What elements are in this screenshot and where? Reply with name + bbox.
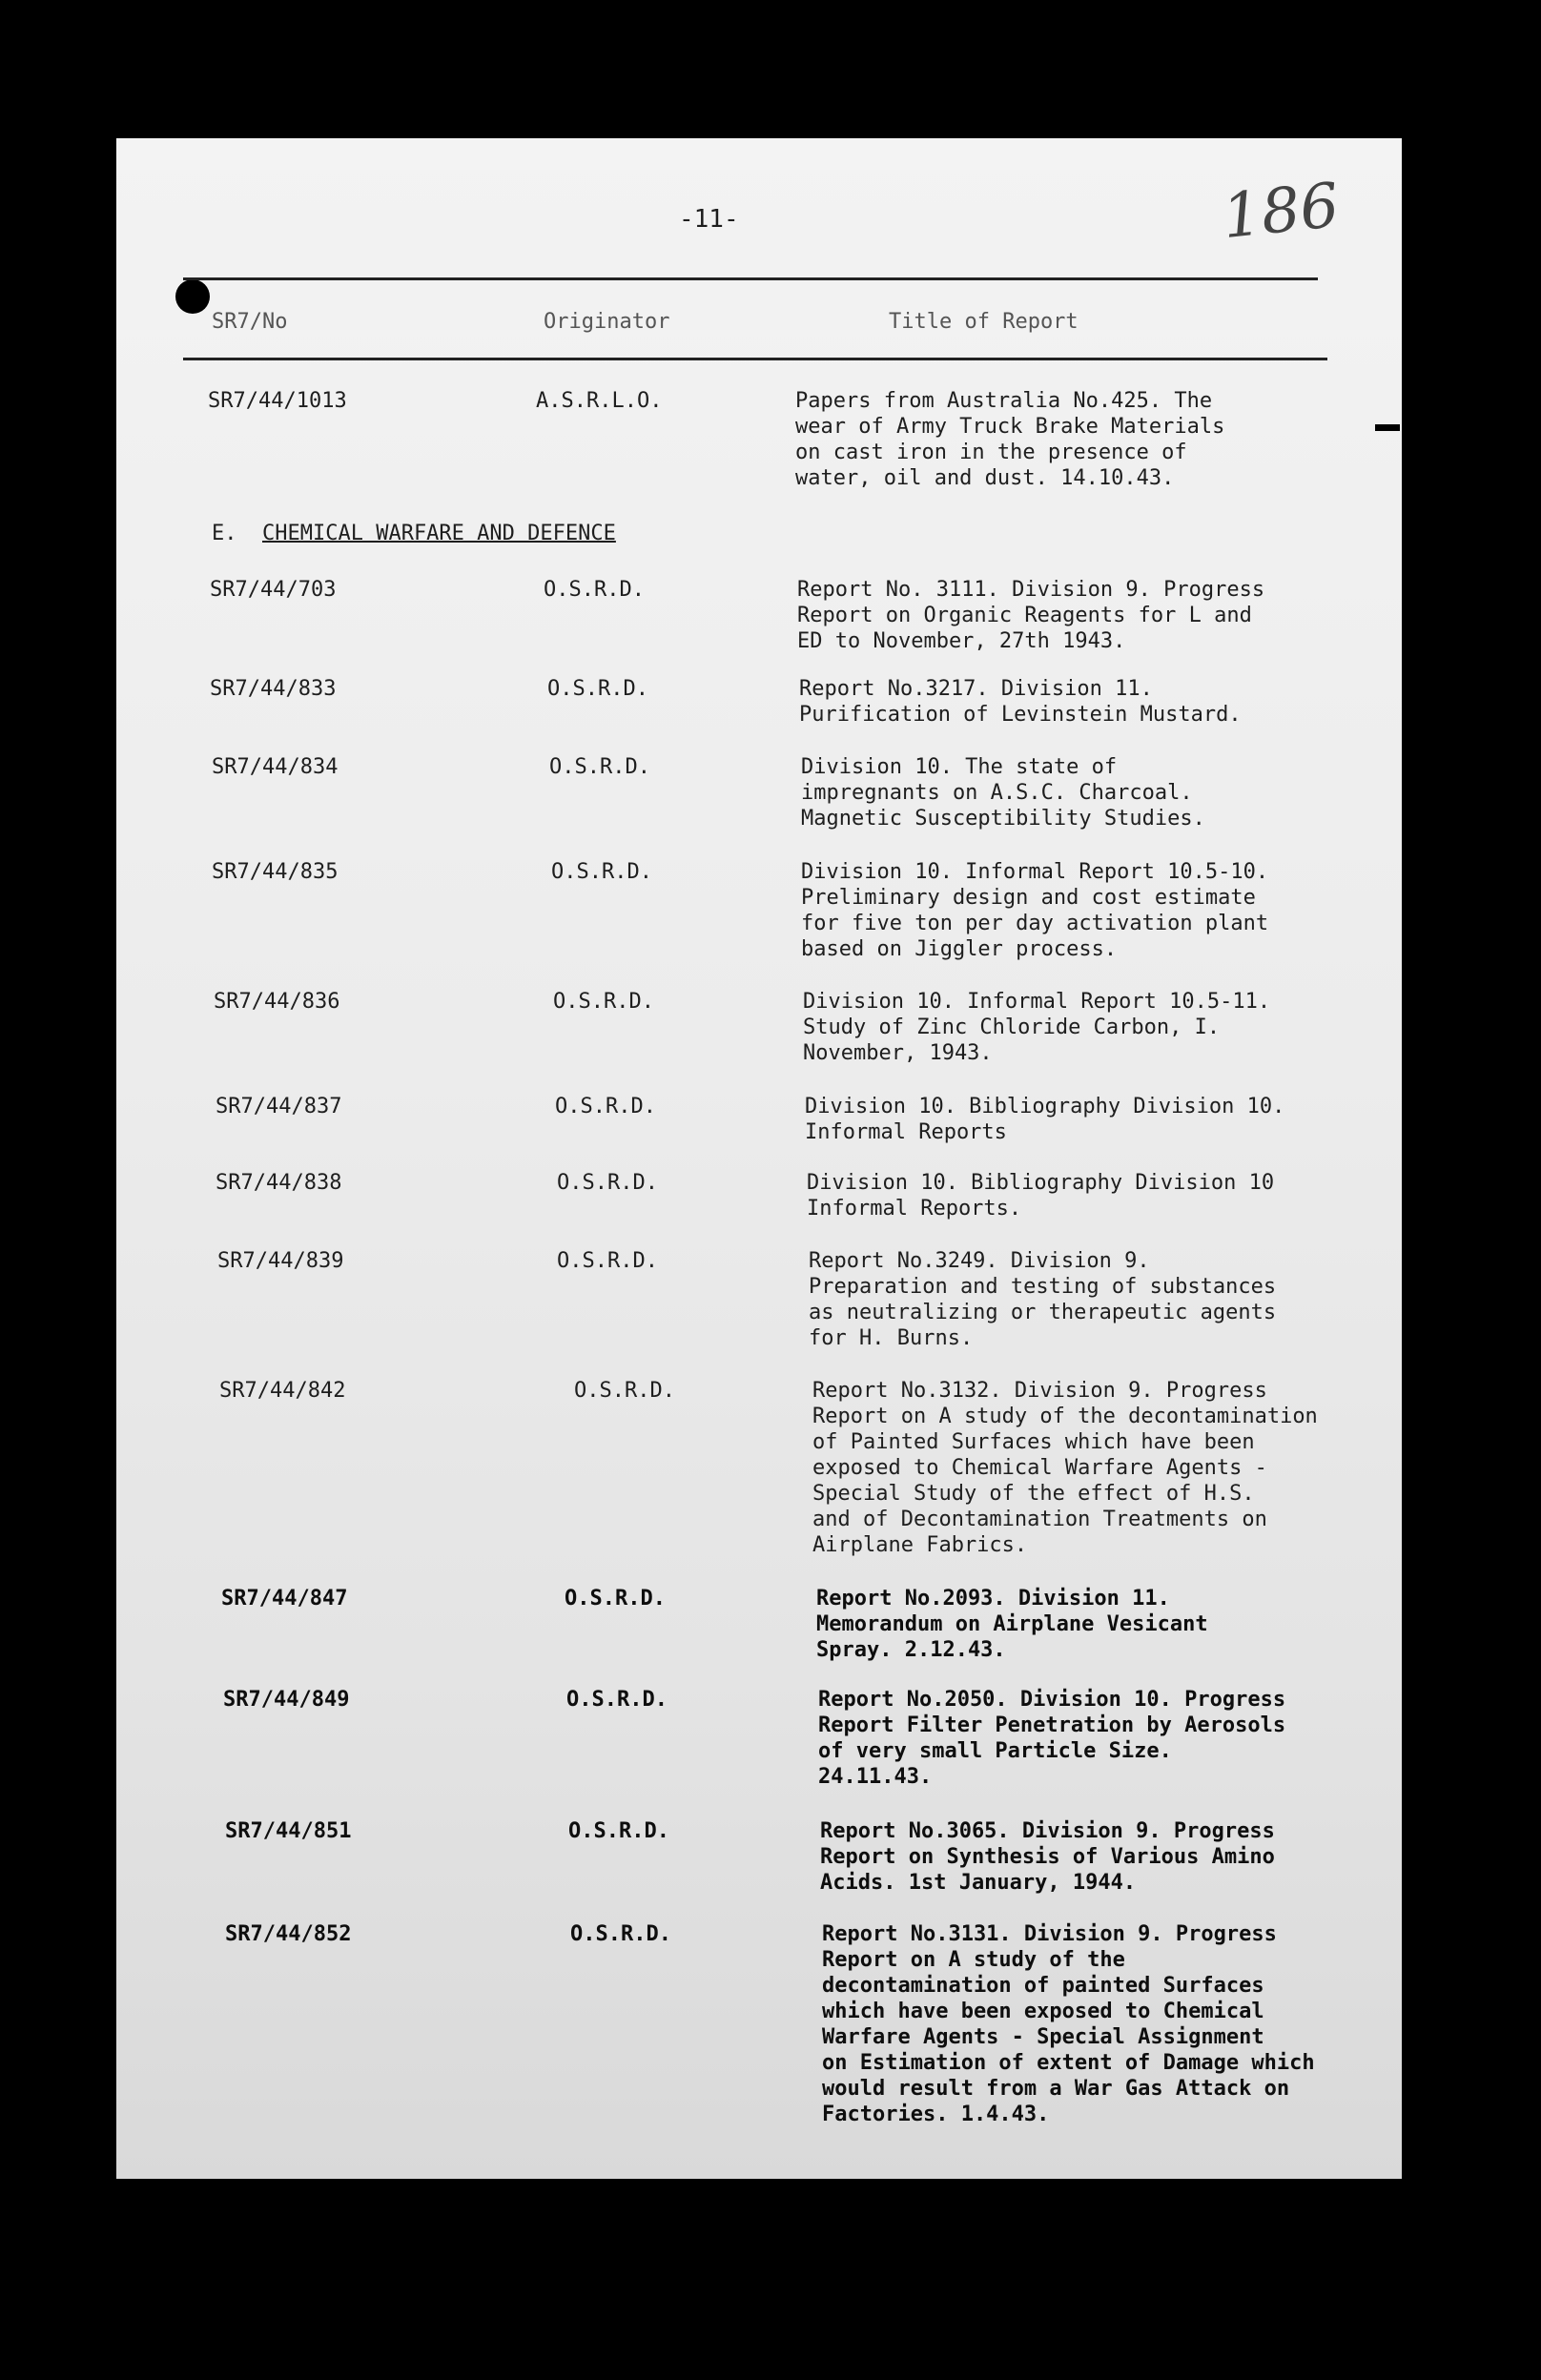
report-originator: A.S.R.L.O. — [536, 389, 663, 413]
report-number: SR7/44/1013 — [208, 389, 347, 413]
header-top-rule — [183, 277, 1318, 280]
report-title: Report No.3065. Division 9. Progress Report on Synthesis of Various Amino Acids. 1st January, 1944. — [820, 1819, 1275, 1895]
report-originator: O.S.R.D. — [551, 860, 652, 884]
report-title: Division 10. Bibliography Division 10 Informal Reports. — [807, 1171, 1275, 1221]
report-originator: O.S.R.D. — [549, 755, 650, 779]
report-title: Report No.3131. Division 9. Progress Report on A study of the decontamination of painted Surfaces which have been exposed to Chemical Warfare Agents - Special Assignment on Estimation of extent of Damage which would result from a War Gas Attack on Factories. 1.4.43. — [822, 1922, 1315, 2126]
report-number: SR7/44/834 — [212, 755, 339, 779]
header-bottom-rule — [183, 358, 1327, 360]
report-title: Division 10. Informal Report 10.5-11. Study of Zinc Chloride Carbon, I. November, 1943. — [803, 990, 1271, 1065]
header-originator: Originator — [544, 310, 670, 334]
section-heading — [212, 522, 616, 545]
report-originator: O.S.R.D. — [568, 1819, 669, 1843]
report-title: Report No.3249. Division 9. Preparation and testing of substances as neutralizing or therapeutic agents for H. Burns. — [809, 1249, 1277, 1350]
report-number: SR7/44/851 — [225, 1819, 352, 1843]
report-title: Division 10. Informal Report 10.5-10. Preliminary design and cost estimate for five ton per day activation plant based on Jiggler process. — [801, 860, 1269, 961]
header-number: SR7/No — [212, 310, 288, 334]
report-originator: O.S.R.D. — [557, 1171, 658, 1195]
report-title: Report No. 3111. Division 9. Progress Report on Organic Reagents for L and ED to November, 27th 1943. — [797, 578, 1265, 653]
report-number: SR7/44/703 — [210, 578, 337, 602]
report-number: SR7/44/842 — [219, 1379, 346, 1403]
handwritten-folio-number: 186 — [1219, 170, 1343, 254]
scan-artifact — [1375, 424, 1400, 431]
report-number: SR7/44/849 — [223, 1688, 350, 1712]
report-number: SR7/44/836 — [214, 990, 340, 1014]
report-originator: O.S.R.D. — [544, 578, 645, 602]
report-originator: O.S.R.D. — [574, 1379, 675, 1403]
document-page — [116, 138, 1402, 2179]
report-title: Report No.2050. Division 10. Progress Report Filter Penetration by Aerosols of very small Particle Size. 24.11.43. — [818, 1688, 1286, 1789]
report-number: SR7/44/852 — [225, 1922, 352, 1946]
report-number: SR7/44/839 — [217, 1249, 344, 1273]
report-originator: O.S.R.D. — [557, 1249, 658, 1273]
report-number: SR7/44/838 — [216, 1171, 342, 1195]
page-number: -11- — [679, 205, 739, 234]
report-originator: O.S.R.D. — [553, 990, 654, 1014]
report-originator: O.S.R.D. — [547, 677, 648, 701]
report-title: Report No.2093. Division 11. Memorandum on Airplane Vesicant Spray. 2.12.43. — [816, 1587, 1208, 1662]
report-originator: O.S.R.D. — [555, 1095, 656, 1118]
report-title: Papers from Australia No.425. The wear of Army Truck Brake Materials on cast iron in the presence of water, oil and dust. 14.10.43. — [795, 389, 1225, 490]
section-letter: E. — [212, 522, 237, 545]
punch-hole — [175, 279, 210, 314]
report-title: Division 10. Bibliography Division 10. Informal Reports — [805, 1095, 1285, 1144]
report-number: SR7/44/847 — [221, 1587, 348, 1611]
section-title: CHEMICAL WARFARE AND DEFENCE — [262, 522, 616, 545]
report-originator: O.S.R.D. — [565, 1587, 666, 1611]
report-originator: O.S.R.D. — [566, 1688, 668, 1712]
report-number: SR7/44/837 — [216, 1095, 342, 1118]
report-title: Division 10. The state of impregnants on A.S.C. Charcoal. Magnetic Susceptibility Studies. — [801, 755, 1205, 831]
report-originator: O.S.R.D. — [570, 1922, 671, 1946]
report-number: SR7/44/833 — [210, 677, 337, 701]
report-title: Report No.3217. Division 11. Purification of Levinstein Mustard. — [799, 677, 1242, 727]
header-title: Title of Report — [889, 310, 1079, 334]
report-number: SR7/44/835 — [212, 860, 339, 884]
report-title: Report No.3132. Division 9. Progress Report on A study of the decontamination of Painted Surfaces which have been exposed to Chemical Warfare Agents - Special Study of the effect of H.S. and of Decontamination Treatments on Airplane Fabrics. — [812, 1379, 1318, 1557]
